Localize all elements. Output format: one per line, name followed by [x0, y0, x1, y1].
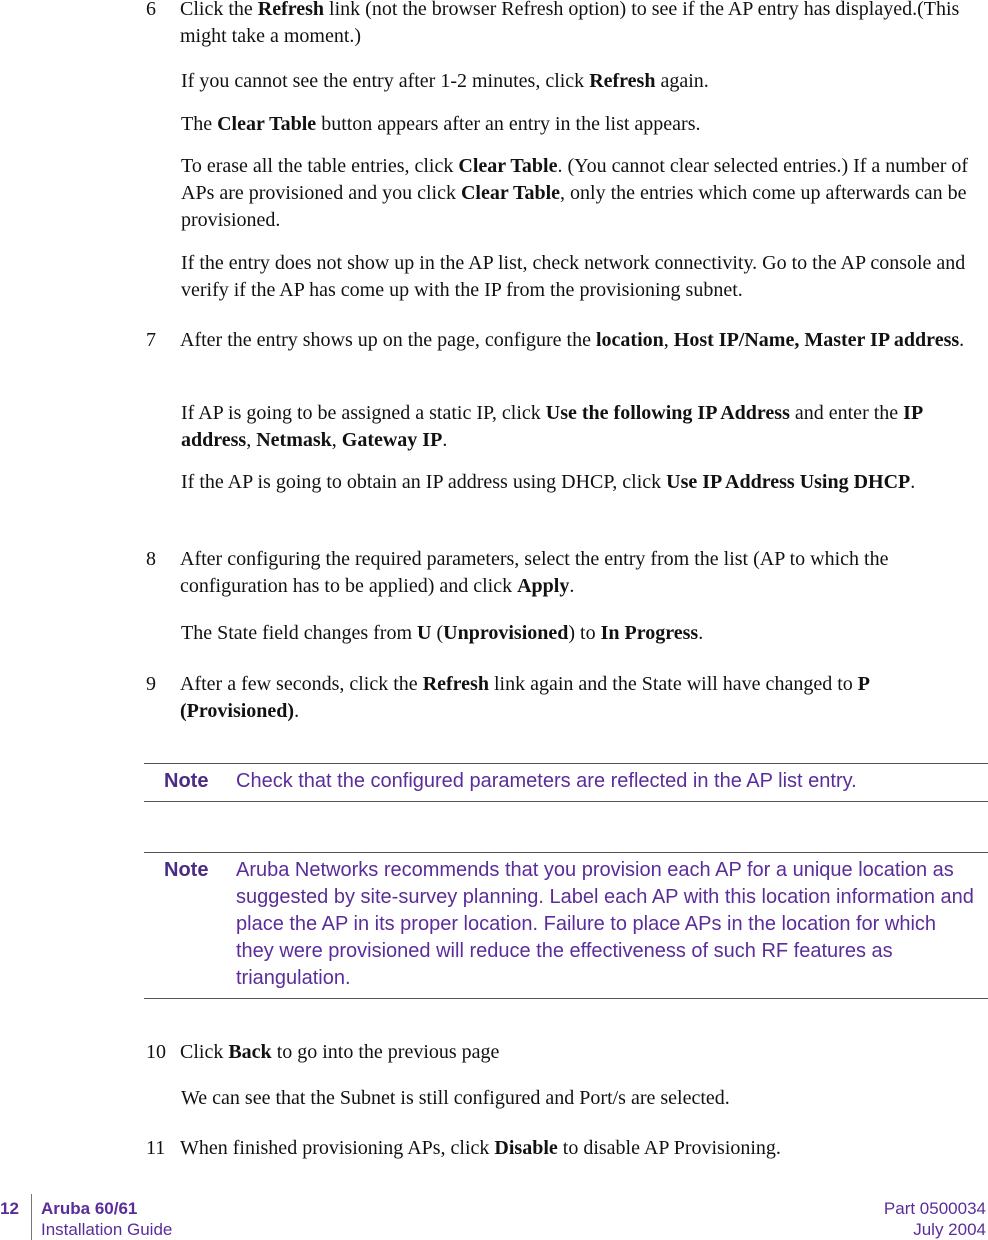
step-text: After the entry shows up on the page, configure the location, Host IP/Name, Master IP address.	[180, 329, 965, 351]
step-text: After configuring the required parameters, select the entry from the list (AP to which the configuration has to be applied) and click Apply.	[180, 548, 889, 597]
note-label: Note	[164, 859, 209, 881]
step-text: Click Back to go into the previous page	[180, 1041, 500, 1063]
paragraph-erase-entries: To erase all the table entries, click Clear Table. (You cannot clear selected entries.) If a number of APs are provisioned and you click Clear Table, only the entries which come up afterwards can be provisioned.	[181, 155, 969, 231]
paragraph-dhcp: If the AP is going to obtain an IP address using DHCP, click Use IP Address Using DHCP.	[181, 471, 916, 493]
paragraph-state-changes: The State field changes from U (Unprovisioned) to In Progress.	[181, 622, 704, 644]
page-number: 12	[0, 1199, 19, 1218]
step-number: 8	[146, 548, 156, 570]
footer-right	[884, 1198, 986, 1240]
document-type: Installation Guide	[41, 1220, 173, 1239]
step-text: Click the Refresh link (not the browser Refresh option) to see if the AP entry has displayed.(This might take a moment.)	[180, 0, 960, 47]
paragraph-clear-table-appears: The Clear Table button appears after an entry in the list appears.	[181, 113, 701, 135]
step-number: 9	[146, 673, 156, 695]
step-number: 10	[146, 1041, 166, 1063]
step-number: 6	[146, 0, 156, 20]
footer-left	[41, 1198, 172, 1240]
product-name: Aruba 60/61	[41, 1199, 138, 1218]
paragraph-static-ip: If AP is going to be assigned a static IP, click Use the following IP Address and enter the IP address, Netmask, Gateway IP.	[181, 402, 923, 451]
publication-date: July 2004	[913, 1220, 986, 1239]
note-text: Check that the configured parameters are reflected in the AP list entry.	[236, 770, 857, 792]
note-box	[144, 763, 988, 802]
paragraph-subnet-configured: We can see that the Subnet is still configured and Port/s are selected.	[181, 1087, 730, 1109]
note-box	[144, 852, 988, 999]
step-text: When finished provisioning APs, click Disable to disable AP Provisioning.	[180, 1137, 781, 1159]
step-number: 7	[146, 329, 156, 351]
note-text: Aruba Networks recommends that you provision each AP for a unique location as suggested by site-survey planning. Label each AP with this location information and place the AP in its proper location. Failure to place APs in the location for which they were provisioned will reduce the effectiveness of such RF features as triangulation.	[236, 859, 974, 989]
part-number: Part 0500034	[883, 1199, 986, 1218]
step-number: 11	[146, 1137, 166, 1159]
step-text: After a few seconds, click the Refresh link again and the State will have changed to P (Provisioned).	[180, 673, 869, 722]
note-label: Note	[164, 770, 209, 792]
footer-divider	[31, 1194, 32, 1240]
paragraph-refresh-again: If you cannot see the entry after 1-2 minutes, click Refresh again.	[181, 70, 709, 92]
paragraph-connectivity: If the entry does not show up in the AP list, check network connectivity. Go to the AP console and verify if the AP has come up with the IP from the provisioning subnet.	[181, 252, 966, 301]
page-footer	[0, 1194, 988, 1240]
